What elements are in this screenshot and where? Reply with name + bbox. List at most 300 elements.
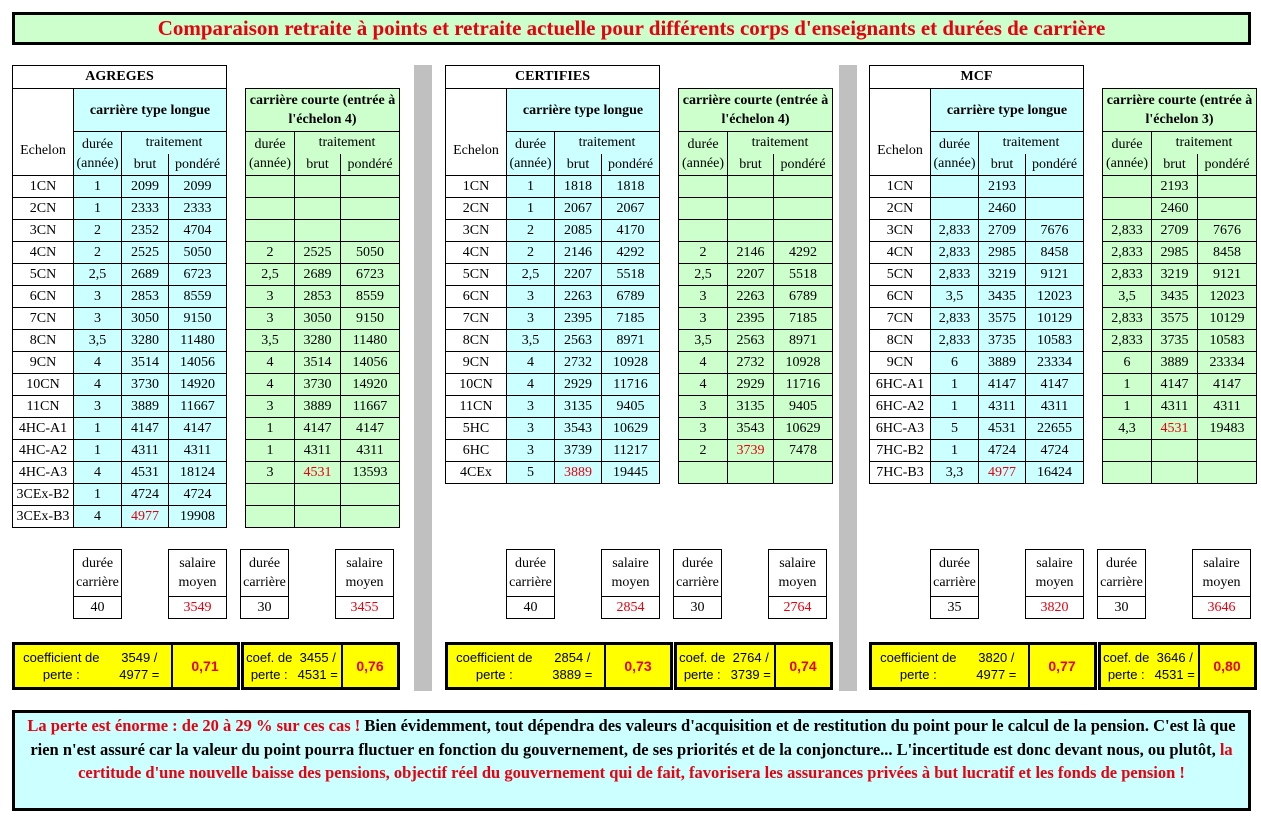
echelon-table <box>445 65 833 484</box>
pondere-cell: 19908 <box>169 506 227 528</box>
brut-cell: 2985 <box>1152 242 1198 264</box>
echelon-cell: 6CN <box>870 286 931 308</box>
pondere-cell: 10629 <box>774 418 833 440</box>
duree-carriere-label: durée carrière <box>1098 550 1146 597</box>
echelon-cell: 4HC-A3 <box>13 462 74 484</box>
table-row <box>13 440 400 462</box>
pondere-header: pondéré <box>1198 154 1257 176</box>
echelon-cell: 3CN <box>446 220 507 242</box>
duree-cell: 4 <box>507 352 555 374</box>
short-coef-box <box>674 642 833 690</box>
gap <box>1084 396 1103 418</box>
duree-cell: 1 <box>246 418 295 440</box>
echelon-cell: 2CN <box>870 198 931 220</box>
pondere-cell: 4311 <box>1198 396 1257 418</box>
duree-carriere-value: 40 <box>74 597 122 619</box>
pondere-cell: 1818 <box>602 176 660 198</box>
pondere-header: pondéré <box>1026 154 1084 176</box>
pondere-cell: 11480 <box>169 330 227 352</box>
duree-cell: 5 <box>507 462 555 484</box>
pondere-cell: 2067 <box>602 198 660 220</box>
echelon-cell: 6CN <box>13 286 74 308</box>
brut-cell: 2207 <box>555 264 602 286</box>
table-row <box>870 220 1257 242</box>
gap <box>227 89 246 132</box>
brut-cell: 4531 <box>979 418 1026 440</box>
gap <box>722 550 769 597</box>
duree-cell: 1 <box>74 440 122 462</box>
duree-cell: 2,833 <box>1103 220 1152 242</box>
table-row <box>446 352 833 374</box>
brut-cell: 3219 <box>1152 264 1198 286</box>
duree-cell: 3,5 <box>1103 286 1152 308</box>
duree-cell: 3,3 <box>931 462 979 484</box>
duree-carriere-label: durée carrière <box>507 550 555 597</box>
duree-cell: 2,833 <box>1103 264 1152 286</box>
brut-cell: 3135 <box>728 396 774 418</box>
brut-cell: 2525 <box>122 242 169 264</box>
brut-cell: 2732 <box>555 352 602 374</box>
brut-cell <box>295 484 341 506</box>
pondere-cell: 4147 <box>1198 374 1257 396</box>
duree-carriere-value: 35 <box>931 597 979 619</box>
gap <box>979 597 1026 619</box>
gap <box>1084 462 1103 484</box>
brut-cell <box>295 506 341 528</box>
table-row <box>13 418 400 440</box>
gap <box>660 330 679 352</box>
brut-cell: 4147 <box>122 418 169 440</box>
salaire-moyen-value: 3820 <box>1026 597 1084 619</box>
coef-text: coefficient de perte : <box>880 650 957 682</box>
pondere-cell: 11217 <box>602 440 660 462</box>
pondere-cell: 7478 <box>774 440 833 462</box>
long-career-header: carrière type longue <box>507 89 660 132</box>
gap <box>660 198 679 220</box>
brut-cell: 3739 <box>728 440 774 462</box>
pondere-cell: 10928 <box>602 352 660 374</box>
duree-cell <box>679 220 728 242</box>
gap <box>660 440 679 462</box>
duree-cell: 3 <box>74 308 122 330</box>
brut-cell: 3575 <box>1152 308 1198 330</box>
echelon-cell: 5CN <box>870 264 931 286</box>
gap <box>1084 198 1103 220</box>
pondere-cell: 7185 <box>602 308 660 330</box>
coef-text: coef. de perte : <box>1103 650 1150 682</box>
echelon-cell: 9CN <box>446 352 507 374</box>
coef-label <box>448 645 606 687</box>
coef-formula: 3549 / 4977 = <box>119 650 160 682</box>
brut-cell: 2099 <box>122 176 169 198</box>
echelon-cell: 1CN <box>13 176 74 198</box>
pondere-cell: 8559 <box>341 286 400 308</box>
pondere-header: pondéré <box>341 154 400 176</box>
gap <box>227 66 246 89</box>
duree-cell <box>1103 198 1152 220</box>
pondere-cell: 12023 <box>1198 286 1257 308</box>
duree-cell: 3 <box>246 396 295 418</box>
gap <box>1084 220 1103 242</box>
duree-cell <box>931 176 979 198</box>
echelon-cell: 2CN <box>446 198 507 220</box>
duree-cell: 3 <box>679 418 728 440</box>
table-row <box>870 462 1257 484</box>
brut-cell: 2263 <box>728 286 774 308</box>
duree-cell <box>246 484 295 506</box>
pondere-cell: 7676 <box>1026 220 1084 242</box>
coef-formula: 3646 / 4531 = <box>1154 650 1195 682</box>
brut-cell: 3739 <box>555 440 602 462</box>
gap <box>660 154 679 176</box>
brut-cell: 2352 <box>122 220 169 242</box>
pondere-cell: 6789 <box>774 286 833 308</box>
duree-cell: 4 <box>507 374 555 396</box>
pondere-cell: 8458 <box>1026 242 1084 264</box>
gap <box>660 418 679 440</box>
brut-cell <box>295 220 341 242</box>
duree-cell: 2 <box>679 242 728 264</box>
brut-cell: 3280 <box>295 330 341 352</box>
echelon-cell: 11CN <box>446 396 507 418</box>
salaire-moyen-value: 2764 <box>769 597 827 619</box>
duree-cell: 4,3 <box>1103 418 1152 440</box>
pondere-cell <box>1198 176 1257 198</box>
duree-cell <box>246 220 295 242</box>
echelon-cell: 4CN <box>13 242 74 264</box>
blank <box>1103 66 1257 89</box>
pondere-cell: 9150 <box>341 308 400 330</box>
table-row <box>446 418 833 440</box>
duree-cell <box>679 462 728 484</box>
duree-cell: 1 <box>74 484 122 506</box>
salaire-moyen-label: salaire moyen <box>769 550 827 597</box>
gap <box>289 550 336 597</box>
pondere-cell: 11716 <box>602 374 660 396</box>
coef-formula: 3820 / 4977 = <box>976 650 1017 682</box>
echelon-header: Echelon <box>870 89 931 176</box>
echelon-cell: 4CN <box>870 242 931 264</box>
duree-cell: 3,5 <box>679 330 728 352</box>
pondere-cell: 4311 <box>169 440 227 462</box>
pondere-cell: 4292 <box>774 242 833 264</box>
table-row <box>13 330 400 352</box>
gap <box>660 308 679 330</box>
section-separator <box>839 65 857 691</box>
table-row <box>446 308 833 330</box>
coef-text: coef. de perte : <box>679 650 726 682</box>
brut-cell: 4724 <box>979 440 1026 462</box>
brut-cell: 1818 <box>555 176 602 198</box>
echelon-header: Echelon <box>13 89 74 176</box>
pondere-cell <box>774 220 833 242</box>
echelon-cell: 7HC-B3 <box>870 462 931 484</box>
traitement-header: traitement <box>979 132 1084 154</box>
conclusion-note <box>12 710 1251 811</box>
brut-cell: 2853 <box>295 286 341 308</box>
gap <box>555 550 602 597</box>
pondere-cell: 19483 <box>1198 418 1257 440</box>
table-row <box>870 330 1257 352</box>
pondere-cell <box>774 462 833 484</box>
table-row <box>870 242 1257 264</box>
pondere-cell: 8559 <box>169 286 227 308</box>
echelon-cell: 9CN <box>870 352 931 374</box>
duree-cell: 2,833 <box>931 308 979 330</box>
gap <box>227 484 246 506</box>
gap <box>1084 308 1103 330</box>
brut-cell: 3889 <box>122 396 169 418</box>
brut-cell: 2460 <box>979 198 1026 220</box>
coef-label <box>677 645 776 687</box>
brut-cell: 4531 <box>295 462 341 484</box>
gap <box>227 396 246 418</box>
duree-cell: 2 <box>74 242 122 264</box>
pondere-cell: 10629 <box>602 418 660 440</box>
section-agreges <box>12 65 400 691</box>
brut-cell: 2333 <box>122 198 169 220</box>
duree-cell: 4 <box>74 352 122 374</box>
duree-cell: 2,833 <box>931 330 979 352</box>
coef-value: 0,71 <box>191 658 219 674</box>
brut-cell: 2193 <box>979 176 1026 198</box>
duree-cell <box>1103 176 1152 198</box>
brut-cell: 3280 <box>122 330 169 352</box>
duree-cell: 4 <box>246 374 295 396</box>
brut-cell: 2689 <box>122 264 169 286</box>
table-row <box>870 418 1257 440</box>
table-row <box>446 440 833 462</box>
coef-text: coef. de perte : <box>246 650 293 682</box>
pondere-cell: 5518 <box>602 264 660 286</box>
duree-carriere-value: 30 <box>241 597 289 619</box>
echelon-cell: 6HC-A1 <box>870 374 931 396</box>
gap <box>227 220 246 242</box>
duree-cell: 2,833 <box>1103 242 1152 264</box>
duree-cell: 3 <box>507 396 555 418</box>
brut-cell: 3435 <box>979 286 1026 308</box>
brut-cell: 2732 <box>728 352 774 374</box>
duree-cell <box>679 198 728 220</box>
duree-carriere-value: 40 <box>507 597 555 619</box>
table-row <box>870 440 1257 462</box>
brut-cell: 4147 <box>1152 374 1198 396</box>
pondere-cell: 4724 <box>1026 440 1084 462</box>
pondere-cell: 6723 <box>169 264 227 286</box>
gap <box>1084 352 1103 374</box>
coef-text: coefficient de perte : <box>456 650 533 682</box>
pondere-cell <box>1198 462 1257 484</box>
gap <box>227 198 246 220</box>
duree-cell: 2 <box>74 220 122 242</box>
section-name: CERTIFIES <box>446 66 660 89</box>
table-row <box>870 264 1257 286</box>
table-row <box>13 308 400 330</box>
brut-cell <box>1152 440 1198 462</box>
pondere-cell: 11667 <box>341 396 400 418</box>
gap <box>660 462 679 484</box>
gap <box>660 89 679 132</box>
brut-cell: 3889 <box>295 396 341 418</box>
gap <box>1084 418 1103 440</box>
echelon-table <box>12 65 400 528</box>
table-row <box>13 352 400 374</box>
gap <box>1084 440 1103 462</box>
brut-cell: 2146 <box>555 242 602 264</box>
table-row <box>13 264 400 286</box>
brut-cell: 4311 <box>979 396 1026 418</box>
pondere-cell <box>1026 176 1084 198</box>
brut-cell <box>728 176 774 198</box>
duree-carriere-label: durée carrière <box>241 550 289 597</box>
echelon-header: Echelon <box>446 89 507 176</box>
duree-cell: 2,833 <box>1103 308 1152 330</box>
blank <box>246 66 400 89</box>
pondere-cell: 8458 <box>1198 242 1257 264</box>
traitement-header: traitement <box>1152 132 1257 154</box>
table-row <box>870 198 1257 220</box>
table-row <box>13 506 400 528</box>
section-name: MCF <box>870 66 1084 89</box>
table-row <box>446 462 833 484</box>
echelon-cell: 4CEx <box>446 462 507 484</box>
pondere-cell: 18124 <box>169 462 227 484</box>
duree-cell: 3 <box>679 396 728 418</box>
duree-cell: 2 <box>507 242 555 264</box>
duree-cell: 3,5 <box>931 286 979 308</box>
duree-cell: 3 <box>507 418 555 440</box>
brut-cell: 3514 <box>295 352 341 374</box>
table-row <box>446 396 833 418</box>
duree-cell: 6 <box>931 352 979 374</box>
duree-cell: 2 <box>507 220 555 242</box>
pondere-cell: 13593 <box>341 462 400 484</box>
duree-cell: 2,5 <box>507 264 555 286</box>
brut-cell: 3050 <box>122 308 169 330</box>
pondere-cell: 12023 <box>1026 286 1084 308</box>
brut-cell: 2395 <box>555 308 602 330</box>
echelon-cell: 7CN <box>446 308 507 330</box>
pondere-cell: 16424 <box>1026 462 1084 484</box>
brut-cell <box>1152 462 1198 484</box>
pondere-cell: 2333 <box>169 198 227 220</box>
salaire-moyen-value: 3455 <box>336 597 394 619</box>
pondere-cell <box>341 176 400 198</box>
duree-cell: 5 <box>931 418 979 440</box>
short-career-summary <box>673 549 827 619</box>
table-row <box>13 242 400 264</box>
duree-header: durée (année) <box>74 132 122 176</box>
gap <box>660 374 679 396</box>
pondere-cell: 9121 <box>1198 264 1257 286</box>
pondere-cell <box>774 198 833 220</box>
gap <box>660 286 679 308</box>
table-row <box>13 484 400 506</box>
echelon-cell: 6HC-A3 <box>870 418 931 440</box>
duree-cell: 2,833 <box>931 220 979 242</box>
salaire-moyen-value: 3549 <box>169 597 227 619</box>
duree-cell: 4 <box>74 462 122 484</box>
pondere-header: pondéré <box>169 154 227 176</box>
long-career-summary <box>930 549 1084 619</box>
brut-cell: 3735 <box>1152 330 1198 352</box>
echelon-cell: 5CN <box>446 264 507 286</box>
gap <box>227 308 246 330</box>
duree-header: durée (année) <box>931 132 979 176</box>
brut-cell: 4147 <box>979 374 1026 396</box>
gap <box>660 220 679 242</box>
echelon-cell: 6HC <box>446 440 507 462</box>
gap <box>227 506 246 528</box>
duree-cell <box>931 198 979 220</box>
pondere-cell <box>341 506 400 528</box>
salaire-moyen-label: salaire moyen <box>336 550 394 597</box>
table-row <box>13 176 400 198</box>
echelon-cell: 7HC-B2 <box>870 440 931 462</box>
table-row <box>13 198 400 220</box>
echelon-cell: 11CN <box>13 396 74 418</box>
pondere-cell: 14056 <box>341 352 400 374</box>
note-body: Bien évidemment, tout dépendra des valeurs d'acquisition et de restitution du point pour le calcul de la pension. C'est là que rien n'est assuré car la valeur du point pourra fluctuer en fonction du gouvernement, de ses priorités et de la conjoncture... L'incertitude est donc devant nous, ou plutôt, <box>30 716 1236 759</box>
echelon-cell: 4CN <box>446 242 507 264</box>
table-row <box>870 286 1257 308</box>
pondere-header: pondéré <box>774 154 833 176</box>
brut-cell: 3050 <box>295 308 341 330</box>
duree-cell: 1 <box>507 176 555 198</box>
gap <box>1146 597 1193 619</box>
gap <box>660 264 679 286</box>
coef-formula: 3455 / 4531 = <box>297 650 338 682</box>
salaire-moyen-label: salaire moyen <box>602 550 660 597</box>
section-mcf <box>869 65 1257 691</box>
pondere-cell <box>341 220 400 242</box>
duree-header: durée (année) <box>507 132 555 176</box>
pondere-cell <box>1198 440 1257 462</box>
pondere-cell: 4147 <box>169 418 227 440</box>
brut-cell: 4531 <box>122 462 169 484</box>
gap <box>660 352 679 374</box>
table-row <box>13 462 400 484</box>
brut-cell: 3730 <box>122 374 169 396</box>
gap <box>1084 89 1103 132</box>
long-career-header: carrière type longue <box>931 89 1084 132</box>
duree-carriere-label: durée carrière <box>674 550 722 597</box>
table-row <box>446 176 833 198</box>
duree-cell: 1 <box>507 198 555 220</box>
brut-cell: 2395 <box>728 308 774 330</box>
pondere-cell <box>341 198 400 220</box>
long-career-summary <box>506 549 660 619</box>
brut-cell: 2563 <box>728 330 774 352</box>
duree-cell <box>246 198 295 220</box>
pondere-cell: 4292 <box>602 242 660 264</box>
duree-cell: 3 <box>679 308 728 330</box>
gap <box>122 550 169 597</box>
short-coef-box <box>241 642 400 690</box>
brut-cell: 2146 <box>728 242 774 264</box>
table-row <box>870 176 1257 198</box>
duree-cell: 3 <box>74 396 122 418</box>
brut-cell: 2853 <box>122 286 169 308</box>
pondere-cell <box>341 484 400 506</box>
pondere-cell: 9405 <box>774 396 833 418</box>
duree-header: durée (année) <box>246 132 295 176</box>
echelon-cell: 5CN <box>13 264 74 286</box>
pondere-cell: 6723 <box>341 264 400 286</box>
salaire-moyen-label: salaire moyen <box>1026 550 1084 597</box>
duree-cell: 3 <box>507 308 555 330</box>
duree-cell: 4 <box>246 352 295 374</box>
